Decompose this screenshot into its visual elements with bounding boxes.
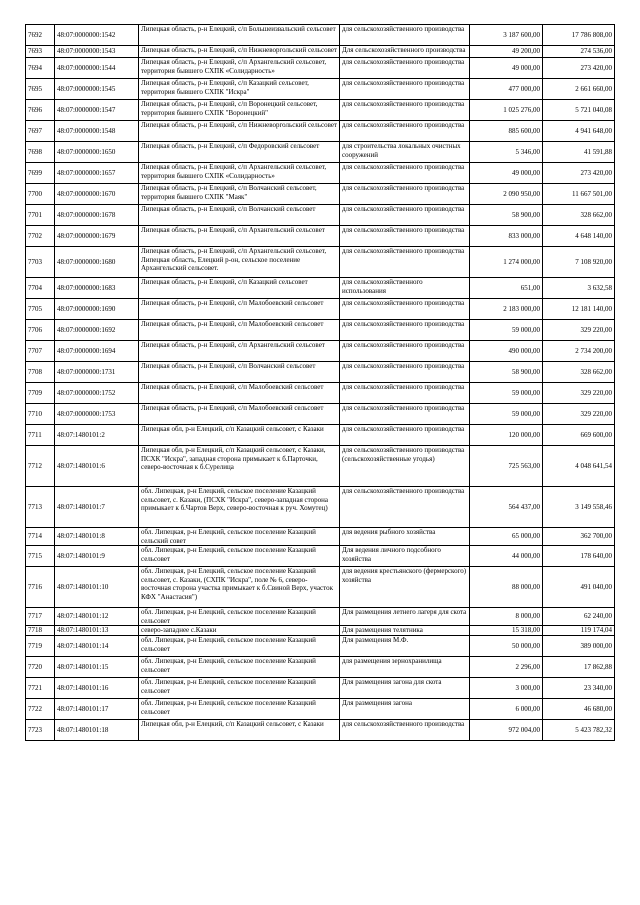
area-cell: 59 000,00: [470, 320, 543, 341]
permitted-use-cell: для сельскохозяйственного производства: [340, 58, 470, 79]
cadastral-number-cell: 48:07:1480101:2: [55, 425, 139, 446]
table-row: [26, 341, 615, 362]
address-cell: обл. Липецкая, р-н Елецкий, сельское поселение Казацкий сельсовет: [139, 699, 340, 720]
permitted-use-cell: для сельскохозяйственного производства: [340, 720, 470, 741]
row-number-cell: 7716: [26, 567, 55, 608]
permitted-use-cell: для строительства локальных очистных сооружений: [340, 142, 470, 163]
address-cell: Липецкая область, р-н Елецкий, с/п Нижневоргольский сельсовет: [139, 46, 340, 58]
area-cell: 651,00: [470, 278, 543, 299]
row-number-cell: 7703: [26, 247, 55, 278]
cadastral-number-cell: 48:07:0000000:1547: [55, 100, 139, 121]
address-cell: Липецкая область, р-н Елецкий, с/п Большеизвальский сельсовет: [139, 25, 340, 46]
cadastral-value-cell: 17 786 808,00: [543, 25, 615, 46]
address-cell: Липецкая область, р-н Елецкий, с/п Волчанский сельсовет: [139, 362, 340, 383]
permitted-use-cell: для сельскохозяйственного производства (сельскохозяйственные угодья): [340, 446, 470, 487]
area-cell: 725 563,00: [470, 446, 543, 487]
cadastral-value-cell: 2 661 660,00: [543, 79, 615, 100]
cadastral-value-cell: 3 632,58: [543, 278, 615, 299]
area-cell: 2 183 000,00: [470, 299, 543, 320]
table-row: [26, 720, 615, 741]
cadastral-value-cell: 62 240,00: [543, 608, 615, 626]
permitted-use-cell: для сельскохозяйственного производства: [340, 341, 470, 362]
cadastral-value-cell: 273 420,00: [543, 163, 615, 184]
row-number-cell: 7715: [26, 546, 55, 567]
cadastral-value-cell: 328 662,00: [543, 205, 615, 226]
cadastral-value-cell: 41 591,88: [543, 142, 615, 163]
row-number-cell: 7696: [26, 100, 55, 121]
cadastral-value-cell: 7 108 920,00: [543, 247, 615, 278]
cadastral-value-cell: 491 040,00: [543, 567, 615, 608]
cadastral-value-cell: 4 941 648,00: [543, 121, 615, 142]
table-row: [26, 46, 615, 58]
area-cell: 15 318,00: [470, 626, 543, 636]
permitted-use-cell: Для размещения загона: [340, 699, 470, 720]
address-cell: Липецкая область, р-н Елецкий, с/п Федоровский сельсовет: [139, 142, 340, 163]
table-row: [26, 546, 615, 567]
permitted-use-cell: для сельскохозяйственного производства: [340, 205, 470, 226]
address-cell: обл. Липецкая, р-н Елецкий, сельское поселение Казацкий сельсовет: [139, 678, 340, 699]
cadastral-number-cell: 48:07:1480101:16: [55, 678, 139, 699]
cadastral-value-cell: 178 640,00: [543, 546, 615, 567]
cadastral-number-cell: 48:07:0000000:1731: [55, 362, 139, 383]
cadastral-number-cell: 48:07:1480101:18: [55, 720, 139, 741]
row-number-cell: 7700: [26, 184, 55, 205]
area-cell: 49 000,00: [470, 163, 543, 184]
cadastral-value-cell: 4 648 140,00: [543, 226, 615, 247]
row-number-cell: 7714: [26, 528, 55, 546]
permitted-use-cell: Для ведения личного подсобного хозяйства: [340, 546, 470, 567]
permitted-use-cell: для сельскохозяйственного производства: [340, 25, 470, 46]
area-cell: 3 000,00: [470, 678, 543, 699]
table-row: [26, 163, 615, 184]
cadastral-number-cell: 48:07:0000000:1657: [55, 163, 139, 184]
address-cell: обл. Липецкая, р-н Елецкий, сельское поселение Казацкий сельсовет: [139, 608, 340, 626]
cadastral-value-cell: 17 862,88: [543, 657, 615, 678]
table-row: [26, 383, 615, 404]
cadastral-number-cell: 48:07:0000000:1544: [55, 58, 139, 79]
cadastral-value-cell: 46 680,00: [543, 699, 615, 720]
permitted-use-cell: для сельскохозяйственного производства: [340, 163, 470, 184]
area-cell: 120 000,00: [470, 425, 543, 446]
table-row: [26, 626, 615, 636]
permitted-use-cell: для сельскохозяйственного производства: [340, 184, 470, 205]
cadastral-number-cell: 48:07:0000000:1548: [55, 121, 139, 142]
table-row: [26, 425, 615, 446]
permitted-use-cell: для сельскохозяйственного использования: [340, 278, 470, 299]
area-cell: 6 000,00: [470, 699, 543, 720]
address-cell: обл. Липецкая, р-н Елецкий, сельское поселение Казацкий сельсовет: [139, 636, 340, 657]
permitted-use-cell: Для размещения летнего лагеря для скота: [340, 608, 470, 626]
address-cell: Липецкая область, р-н Елецкий, с/п Малобоевский сельсовет: [139, 383, 340, 404]
cadastral-value-cell: 274 536,00: [543, 46, 615, 58]
cadastral-number-cell: 48:07:1480101:7: [55, 487, 139, 528]
cadastral-number-cell: 48:07:0000000:1690: [55, 299, 139, 320]
cadastral-number-cell: 48:07:1480101:6: [55, 446, 139, 487]
address-cell: северо-западнее с.Казаки: [139, 626, 340, 636]
cadastral-number-cell: 48:07:1480101:10: [55, 567, 139, 608]
table-row: [26, 121, 615, 142]
permitted-use-cell: для сельскохозяйственного производства: [340, 320, 470, 341]
address-cell: Липецкая область, р-н Елецкий, с/п Малобоевский сельсовет: [139, 320, 340, 341]
cadastral-value-cell: 23 340,00: [543, 678, 615, 699]
address-cell: Липецкая область, р-н Елецкий, с/п Малобоевский сельсовет: [139, 299, 340, 320]
table-row: [26, 226, 615, 247]
address-cell: обл. Липецкая, р-н Елецкий, сельское поселение Казацкий сельский совет: [139, 528, 340, 546]
address-cell: Липецкая обл, р-н Елецкий, с/п Казацкий сельсовет, с Казаки: [139, 720, 340, 741]
address-cell: Липецкая область, р-н Елецкий, с/п Нижневоргольский сельсовет: [139, 121, 340, 142]
area-cell: 49 000,00: [470, 58, 543, 79]
permitted-use-cell: для сельскохозяйственного производства: [340, 487, 470, 528]
address-cell: Липецкая область, р-н Елецкий, с/п Архангельский сельсовет, территория бывшего СХПК «Солидарность»: [139, 163, 340, 184]
address-cell: обл. Липецкая, р-н Елецкий, сельское поселение Казацкий сельсовет: [139, 657, 340, 678]
address-cell: обл. Липецкая, р-н Елецкий, сельское поселение Казацкий сельсовет, с. Казаки, (ПСХК "Искра", северо-западная сторона примыкает к б.Чартов Верх, северо-восточная к руч. Хомутец): [139, 487, 340, 528]
permitted-use-cell: для размещения зернохранилища: [340, 657, 470, 678]
row-number-cell: 7723: [26, 720, 55, 741]
area-cell: 50 000,00: [470, 636, 543, 657]
permitted-use-cell: Для сельскохозяйственного производства: [340, 46, 470, 58]
table-row: [26, 608, 615, 626]
table-row: [26, 25, 615, 46]
cadastral-number-cell: 48:07:0000000:1680: [55, 247, 139, 278]
table-body: [26, 25, 615, 741]
cadastral-number-cell: 48:07:1480101:17: [55, 699, 139, 720]
row-number-cell: 7699: [26, 163, 55, 184]
area-cell: 65 000,00: [470, 528, 543, 546]
area-cell: 59 000,00: [470, 383, 543, 404]
permitted-use-cell: для сельскохозяйственного производства: [340, 100, 470, 121]
table-row: [26, 699, 615, 720]
area-cell: 1 274 000,00: [470, 247, 543, 278]
row-number-cell: 7710: [26, 404, 55, 425]
permitted-use-cell: для сельскохозяйственного производства: [340, 425, 470, 446]
table-row: [26, 404, 615, 425]
permitted-use-cell: Для размещения М.Ф.: [340, 636, 470, 657]
cadastral-number-cell: 48:07:0000000:1650: [55, 142, 139, 163]
area-cell: 833 000,00: [470, 226, 543, 247]
permitted-use-cell: для сельскохозяйственного производства: [340, 247, 470, 278]
cadastral-value-cell: 5 423 782,32: [543, 720, 615, 741]
table-row: [26, 247, 615, 278]
cadastral-value-cell: 119 174,04: [543, 626, 615, 636]
row-number-cell: 7717: [26, 608, 55, 626]
address-cell: Липецкая область, р-н Елецкий, с/п Архангельский сельсовет, территория бывшего СХПК «Солидарность»: [139, 58, 340, 79]
cadastral-value-cell: 3 149 558,46: [543, 487, 615, 528]
area-cell: 972 004,00: [470, 720, 543, 741]
cadastral-number-cell: 48:07:1480101:14: [55, 636, 139, 657]
area-cell: 490 000,00: [470, 341, 543, 362]
area-cell: 88 000,00: [470, 567, 543, 608]
cadastral-value-cell: 273 420,00: [543, 58, 615, 79]
cadastral-number-cell: 48:07:1480101:12: [55, 608, 139, 626]
cadastral-number-cell: 48:07:0000000:1752: [55, 383, 139, 404]
address-cell: Липецкая область, р-н Елецкий, с/п Воронецкий сельсовет, территория бывшего СХПК "Воронецкий": [139, 100, 340, 121]
area-cell: 49 200,00: [470, 46, 543, 58]
row-number-cell: 7702: [26, 226, 55, 247]
table-row: [26, 184, 615, 205]
row-number-cell: 7695: [26, 79, 55, 100]
row-number-cell: 7720: [26, 657, 55, 678]
cadastral-value-cell: 11 667 501,00: [543, 184, 615, 205]
cadastral-number-cell: 48:07:1480101:15: [55, 657, 139, 678]
row-number-cell: 7708: [26, 362, 55, 383]
table-row: [26, 487, 615, 528]
area-cell: 58 900,00: [470, 205, 543, 226]
address-cell: Липецкая область, р-н Елецкий, с/п Волчанский сельсовет: [139, 205, 340, 226]
table-row: [26, 567, 615, 608]
row-number-cell: 7709: [26, 383, 55, 404]
cadastral-number-cell: 48:07:1480101:9: [55, 546, 139, 567]
row-number-cell: 7722: [26, 699, 55, 720]
table-row: [26, 299, 615, 320]
row-number-cell: 7706: [26, 320, 55, 341]
area-cell: 885 600,00: [470, 121, 543, 142]
cadastral-number-cell: 48:07:0000000:1694: [55, 341, 139, 362]
area-cell: 1 025 276,00: [470, 100, 543, 121]
row-number-cell: 7718: [26, 626, 55, 636]
area-cell: 8 000,00: [470, 608, 543, 626]
area-cell: 564 437,00: [470, 487, 543, 528]
area-cell: 5 346,00: [470, 142, 543, 163]
permitted-use-cell: для ведения рыбного хозяйства: [340, 528, 470, 546]
area-cell: 2 090 950,00: [470, 184, 543, 205]
row-number-cell: 7692: [26, 25, 55, 46]
address-cell: Липецкая обл, р-н Елецкий, с/п Казацкий сельсовет, с Казаки: [139, 425, 340, 446]
permitted-use-cell: Для размещения телятника: [340, 626, 470, 636]
row-number-cell: 7712: [26, 446, 55, 487]
permitted-use-cell: для ведения крестьянского (фермерского) хозяйства: [340, 567, 470, 608]
address-cell: обл. Липецкая, р-н Елецкий, сельское поселение Казацкий сельсовет, с. Казаки, (СХПК "Искра", поле № 6, северо-восточная сторона участка примыкает к б.Свиной Верх, участок КФХ "Анастасия"): [139, 567, 340, 608]
area-cell: 2 296,00: [470, 657, 543, 678]
permitted-use-cell: для сельскохозяйственного производства: [340, 79, 470, 100]
table-row: [26, 205, 615, 226]
address-cell: Липецкая область, р-н Елецкий, с/п Казацкий сельсовет, территория бывшего СХПК "Искра": [139, 79, 340, 100]
row-number-cell: 7719: [26, 636, 55, 657]
table-row: [26, 278, 615, 299]
row-number-cell: 7711: [26, 425, 55, 446]
cadastral-number-cell: 48:07:1480101:13: [55, 626, 139, 636]
table-row: [26, 446, 615, 487]
cadastral-number-cell: 48:07:0000000:1542: [55, 25, 139, 46]
cadastral-number-cell: 48:07:0000000:1753: [55, 404, 139, 425]
row-number-cell: 7694: [26, 58, 55, 79]
table-row: [26, 678, 615, 699]
address-cell: Липецкая обл, р-н Елецкий, с/п Казацкий сельсовет, с Казаки, ПСХК "Искра", западная сторона примыкает к б.Парточки, северо-восточная к б.Сурелица: [139, 446, 340, 487]
address-cell: Липецкая область, р-н Елецкий, с/п Архангельский сельсовет: [139, 226, 340, 247]
permitted-use-cell: для сельскохозяйственного производства: [340, 226, 470, 247]
row-number-cell: 7713: [26, 487, 55, 528]
row-number-cell: 7704: [26, 278, 55, 299]
cadastral-value-cell: 362 700,00: [543, 528, 615, 546]
table-row: [26, 100, 615, 121]
cadastral-value-cell: 4 048 641,54: [543, 446, 615, 487]
cadastral-value-cell: 12 181 140,00: [543, 299, 615, 320]
permitted-use-cell: для сельскохозяйственного производства: [340, 299, 470, 320]
cadastral-number-cell: 48:07:0000000:1545: [55, 79, 139, 100]
cadastral-number-cell: 48:07:0000000:1678: [55, 205, 139, 226]
cadastral-number-cell: 48:07:0000000:1670: [55, 184, 139, 205]
table-row: [26, 142, 615, 163]
cadastral-value-cell: 669 600,00: [543, 425, 615, 446]
cadastral-number-cell: 48:07:0000000:1683: [55, 278, 139, 299]
address-cell: Липецкая область, р-н Елецкий, с/п Малобоевский сельсовет: [139, 404, 340, 425]
cadastral-number-cell: 48:07:0000000:1692: [55, 320, 139, 341]
table-row: [26, 58, 615, 79]
permitted-use-cell: для сельскохозяйственного производства: [340, 362, 470, 383]
table-row: [26, 636, 615, 657]
cadastral-value-cell: 389 000,00: [543, 636, 615, 657]
area-cell: 44 000,00: [470, 546, 543, 567]
cadastral-number-cell: 48:07:0000000:1543: [55, 46, 139, 58]
row-number-cell: 7705: [26, 299, 55, 320]
row-number-cell: 7698: [26, 142, 55, 163]
cadastral-number-cell: 48:07:0000000:1679: [55, 226, 139, 247]
address-cell: Липецкая область, р-н Елецкий, с/п Волчанский сельсовет, территория бывшего СХПК "Маяк": [139, 184, 340, 205]
cadastral-value-cell: 328 662,00: [543, 362, 615, 383]
row-number-cell: 7701: [26, 205, 55, 226]
cadastral-value-cell: 329 220,00: [543, 320, 615, 341]
area-cell: 477 000,00: [470, 79, 543, 100]
cadastral-value-cell: 2 734 200,00: [543, 341, 615, 362]
row-number-cell: 7693: [26, 46, 55, 58]
address-cell: Липецкая область, р-н Елецкий, с/п Архангельский сельсовет, Липецкая область, Елецкий р-он, сельское поселение Архангельский сельсовет.: [139, 247, 340, 278]
row-number-cell: 7721: [26, 678, 55, 699]
address-cell: Липецкая область, р-н Елецкий, с/п Казацкий сельсовет: [139, 278, 340, 299]
row-number-cell: 7707: [26, 341, 55, 362]
table-row: [26, 528, 615, 546]
area-cell: 58 900,00: [470, 362, 543, 383]
cadastral-value-cell: 329 220,00: [543, 383, 615, 404]
permitted-use-cell: Для размещения загона для скота: [340, 678, 470, 699]
table-row: [26, 320, 615, 341]
table-row: [26, 657, 615, 678]
area-cell: 59 000,00: [470, 404, 543, 425]
land-plots-table: [25, 24, 615, 741]
cadastral-value-cell: 5 721 040,08: [543, 100, 615, 121]
area-cell: 3 187 600,00: [470, 25, 543, 46]
permitted-use-cell: для сельскохозяйственного производства: [340, 404, 470, 425]
row-number-cell: 7697: [26, 121, 55, 142]
permitted-use-cell: для сельскохозяйственного производства: [340, 383, 470, 404]
address-cell: Липецкая область, р-н Елецкий, с/п Архангельский сельсовет: [139, 341, 340, 362]
address-cell: обл. Липецкая, р-н Елецкий, сельское поселение Казацкий сельсовет: [139, 546, 340, 567]
permitted-use-cell: для сельскохозяйственного производства: [340, 121, 470, 142]
cadastral-value-cell: 329 220,00: [543, 404, 615, 425]
cadastral-number-cell: 48:07:1480101:8: [55, 528, 139, 546]
table-row: [26, 362, 615, 383]
table-row: [26, 79, 615, 100]
